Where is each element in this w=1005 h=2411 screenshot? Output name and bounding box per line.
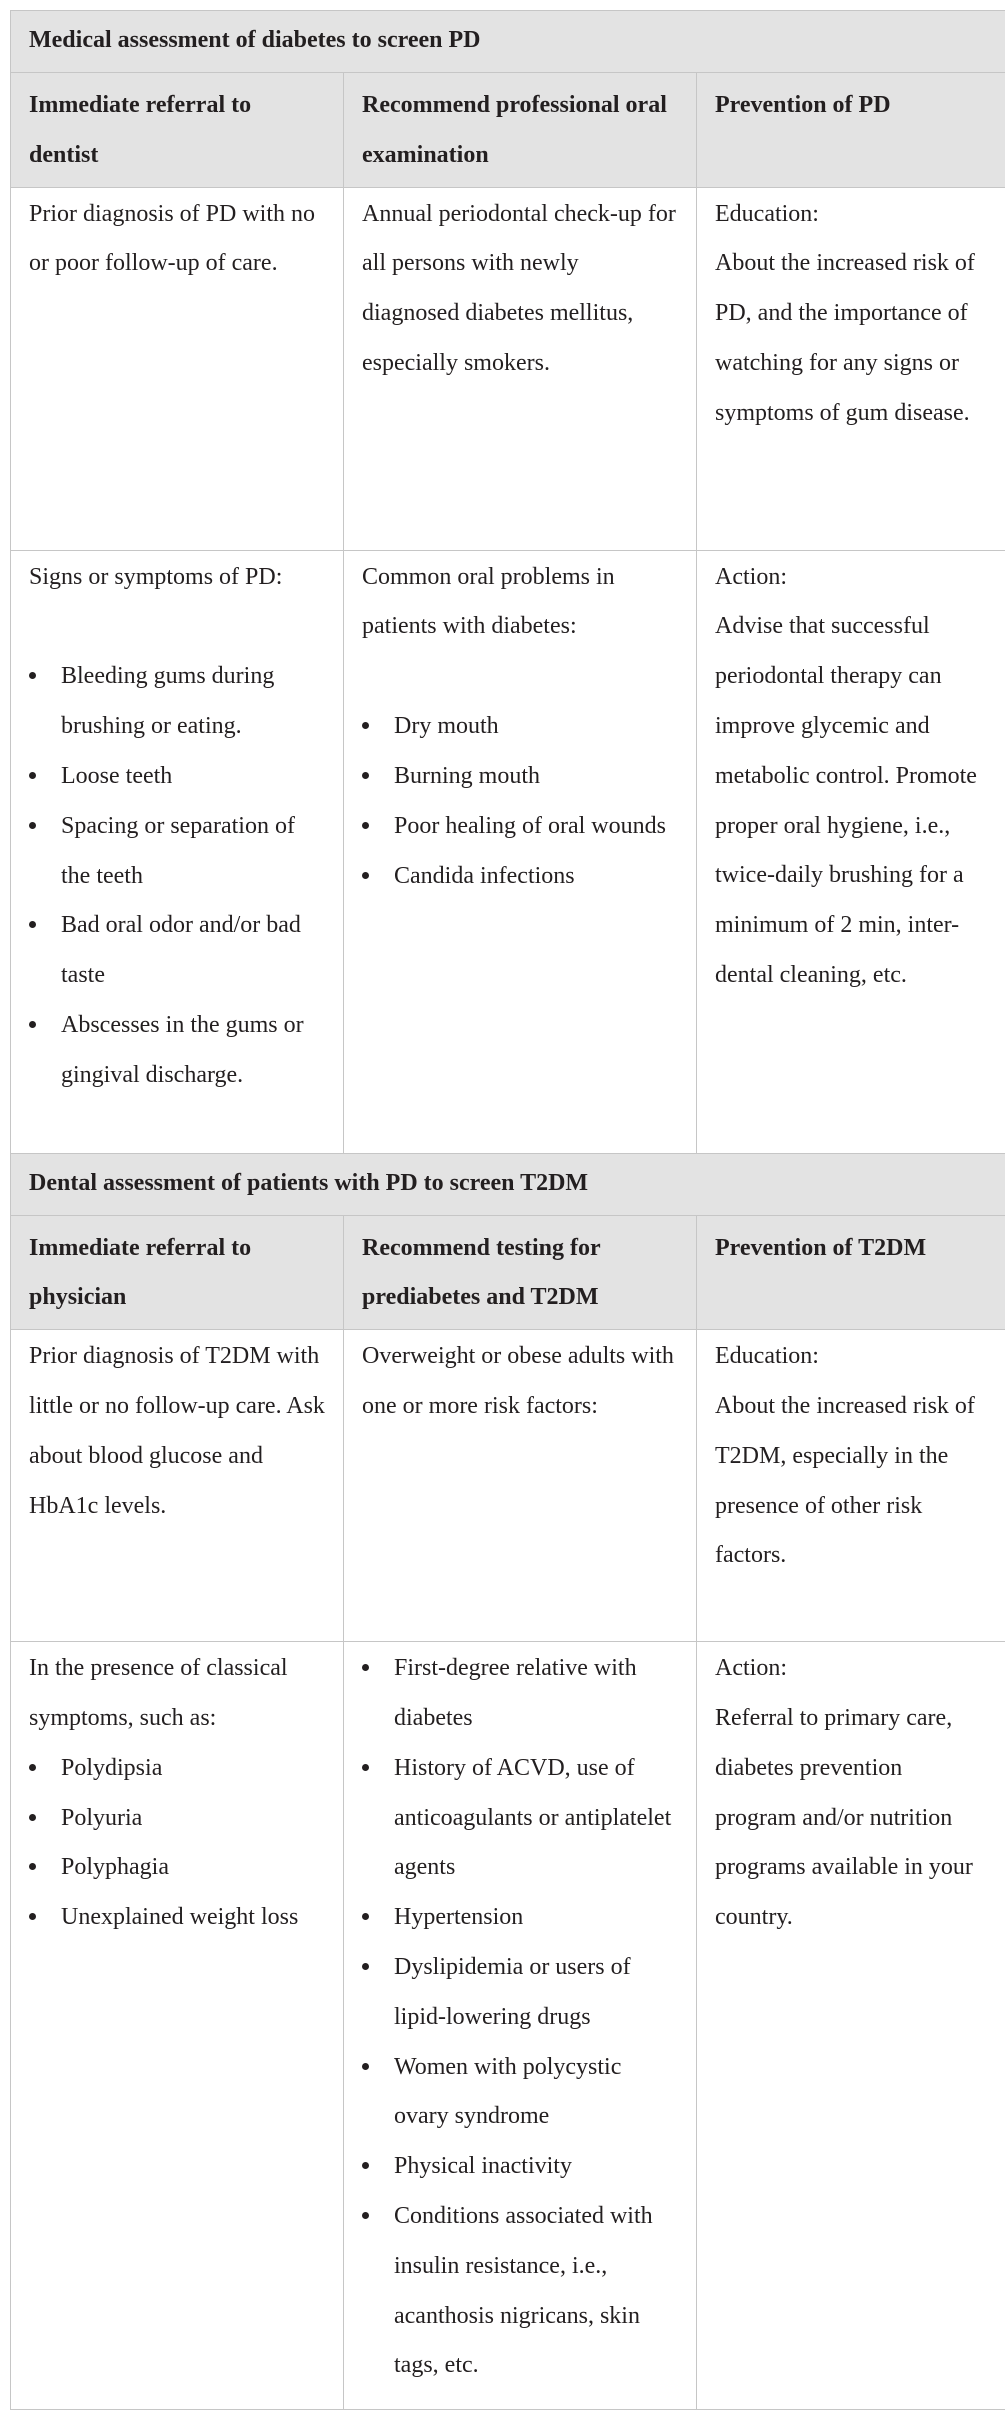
list-item: Abscesses in the gums or gingival discharge. xyxy=(61,1001,325,1101)
list-item: Women with polycystic ovary syndrome xyxy=(394,2043,678,2143)
bullet-list xyxy=(29,652,325,1100)
table-cell xyxy=(11,550,344,1153)
cell-text: Prior diagnosis of T2DM with little or no follow-up care. Ask about blood glucose and HbA1c levels. xyxy=(29,1343,325,1519)
cell-text: About the increased risk of PD, and the importance of watching for any signs or symptoms of gum disease. xyxy=(715,250,975,426)
cell-text: Referral to primary care, diabetes prevention program and/or nutrition programs available in your country. xyxy=(715,1704,973,1931)
column-header-row xyxy=(11,1215,1005,1330)
cell-label: Education: xyxy=(715,200,819,227)
table-cell xyxy=(344,1642,697,2410)
table-cell xyxy=(344,550,697,1153)
cell-label: Education: xyxy=(715,1343,819,1370)
screening-table xyxy=(10,10,1005,2410)
table-cell xyxy=(344,187,697,550)
cell-text: Overweight or obese adults with one or more risk factors: xyxy=(362,1343,674,1419)
list-item: Polydipsia xyxy=(61,1744,325,1794)
cell-text: Annual periodontal check-up for all persons with newly diagnosed diabetes mellitus, especially smokers. xyxy=(362,200,676,376)
list-item: Hypertension xyxy=(394,1893,678,1943)
list-item: First-degree relative with diabetes xyxy=(394,1644,678,1744)
list-item: Bad oral odor and/or bad taste xyxy=(61,901,325,1001)
column-header: Recommend professional oral examination xyxy=(344,73,697,188)
table-cell xyxy=(697,1642,1005,2410)
table-row xyxy=(11,1642,1005,2410)
cell-intro: Common oral problems in patients with diabetes: xyxy=(362,563,615,640)
column-header: Prevention of T2DM xyxy=(697,1215,1005,1330)
column-header-row xyxy=(11,73,1005,188)
column-header: Prevention of PD xyxy=(697,73,1005,188)
list-item: Dyslipidemia or users of lipid-lowering drugs xyxy=(394,1943,678,2043)
table-cell xyxy=(697,187,1005,550)
cell-label: Action: xyxy=(715,563,787,590)
table-row xyxy=(11,187,1005,550)
list-item: Spacing or separation of the teeth xyxy=(61,802,325,902)
bullet-list xyxy=(362,1644,678,2391)
column-header: Immediate referral to physician xyxy=(11,1215,344,1330)
bullet-list xyxy=(362,702,678,901)
list-item: Poor healing of oral wounds xyxy=(394,802,678,852)
list-item: Dry mouth xyxy=(394,702,678,752)
list-item: Candida infections xyxy=(394,852,678,902)
column-header: Recommend testing for prediabetes and T2DM xyxy=(344,1215,697,1330)
column-header: Immediate referral to dentist xyxy=(11,73,344,188)
cell-text: Prior diagnosis of PD with no or poor follow-up of care. xyxy=(29,200,316,277)
list-item: Unexplained weight loss xyxy=(61,1893,325,1943)
table-cell xyxy=(11,187,344,550)
table-cell xyxy=(11,1330,344,1642)
list-item: Burning mouth xyxy=(394,752,678,802)
bullet-list xyxy=(29,1744,325,1943)
spacer xyxy=(29,602,325,652)
section-title: Dental assessment of patients with PD to screen T2DM xyxy=(11,1153,1005,1215)
cell-intro: In the presence of classical symptoms, such as: xyxy=(29,1655,288,1731)
list-item: Bleeding gums during brushing or eating. xyxy=(61,652,325,752)
table-row xyxy=(11,550,1005,1153)
table-cell xyxy=(697,1330,1005,1642)
list-item: History of ACVD, use of anticoagulants or antiplatelet agents xyxy=(394,1744,678,1893)
table-cell xyxy=(11,1642,344,2410)
table-cell xyxy=(697,550,1005,1153)
section-header-row xyxy=(11,11,1005,73)
table-row xyxy=(11,1330,1005,1642)
section-title: Medical assessment of diabetes to screen PD xyxy=(11,11,1005,73)
table-cell xyxy=(344,1330,697,1642)
cell-text: Advise that successful periodontal therapy can improve glycemic and metabolic control. Promote proper oral hygiene, i.e., twice-daily brushing for a minimum of 2 min, inter-dental cleaning, etc. xyxy=(715,613,977,988)
cell-label: Action: xyxy=(715,1655,787,1682)
list-item: Polyphagia xyxy=(61,1843,325,1893)
list-item: Conditions associated with insulin resistance, i.e., acanthosis nigricans, skin tags, etc. xyxy=(394,2192,678,2391)
spacer xyxy=(362,652,678,702)
list-item: Physical inactivity xyxy=(394,2142,678,2192)
cell-text: About the increased risk of T2DM, especially in the presence of other risk factors. xyxy=(715,1392,975,1569)
cell-intro: Signs or symptoms of PD: xyxy=(29,563,283,590)
list-item: Loose teeth xyxy=(61,752,325,802)
section-header-row xyxy=(11,1153,1005,1215)
list-item: Polyuria xyxy=(61,1794,325,1844)
